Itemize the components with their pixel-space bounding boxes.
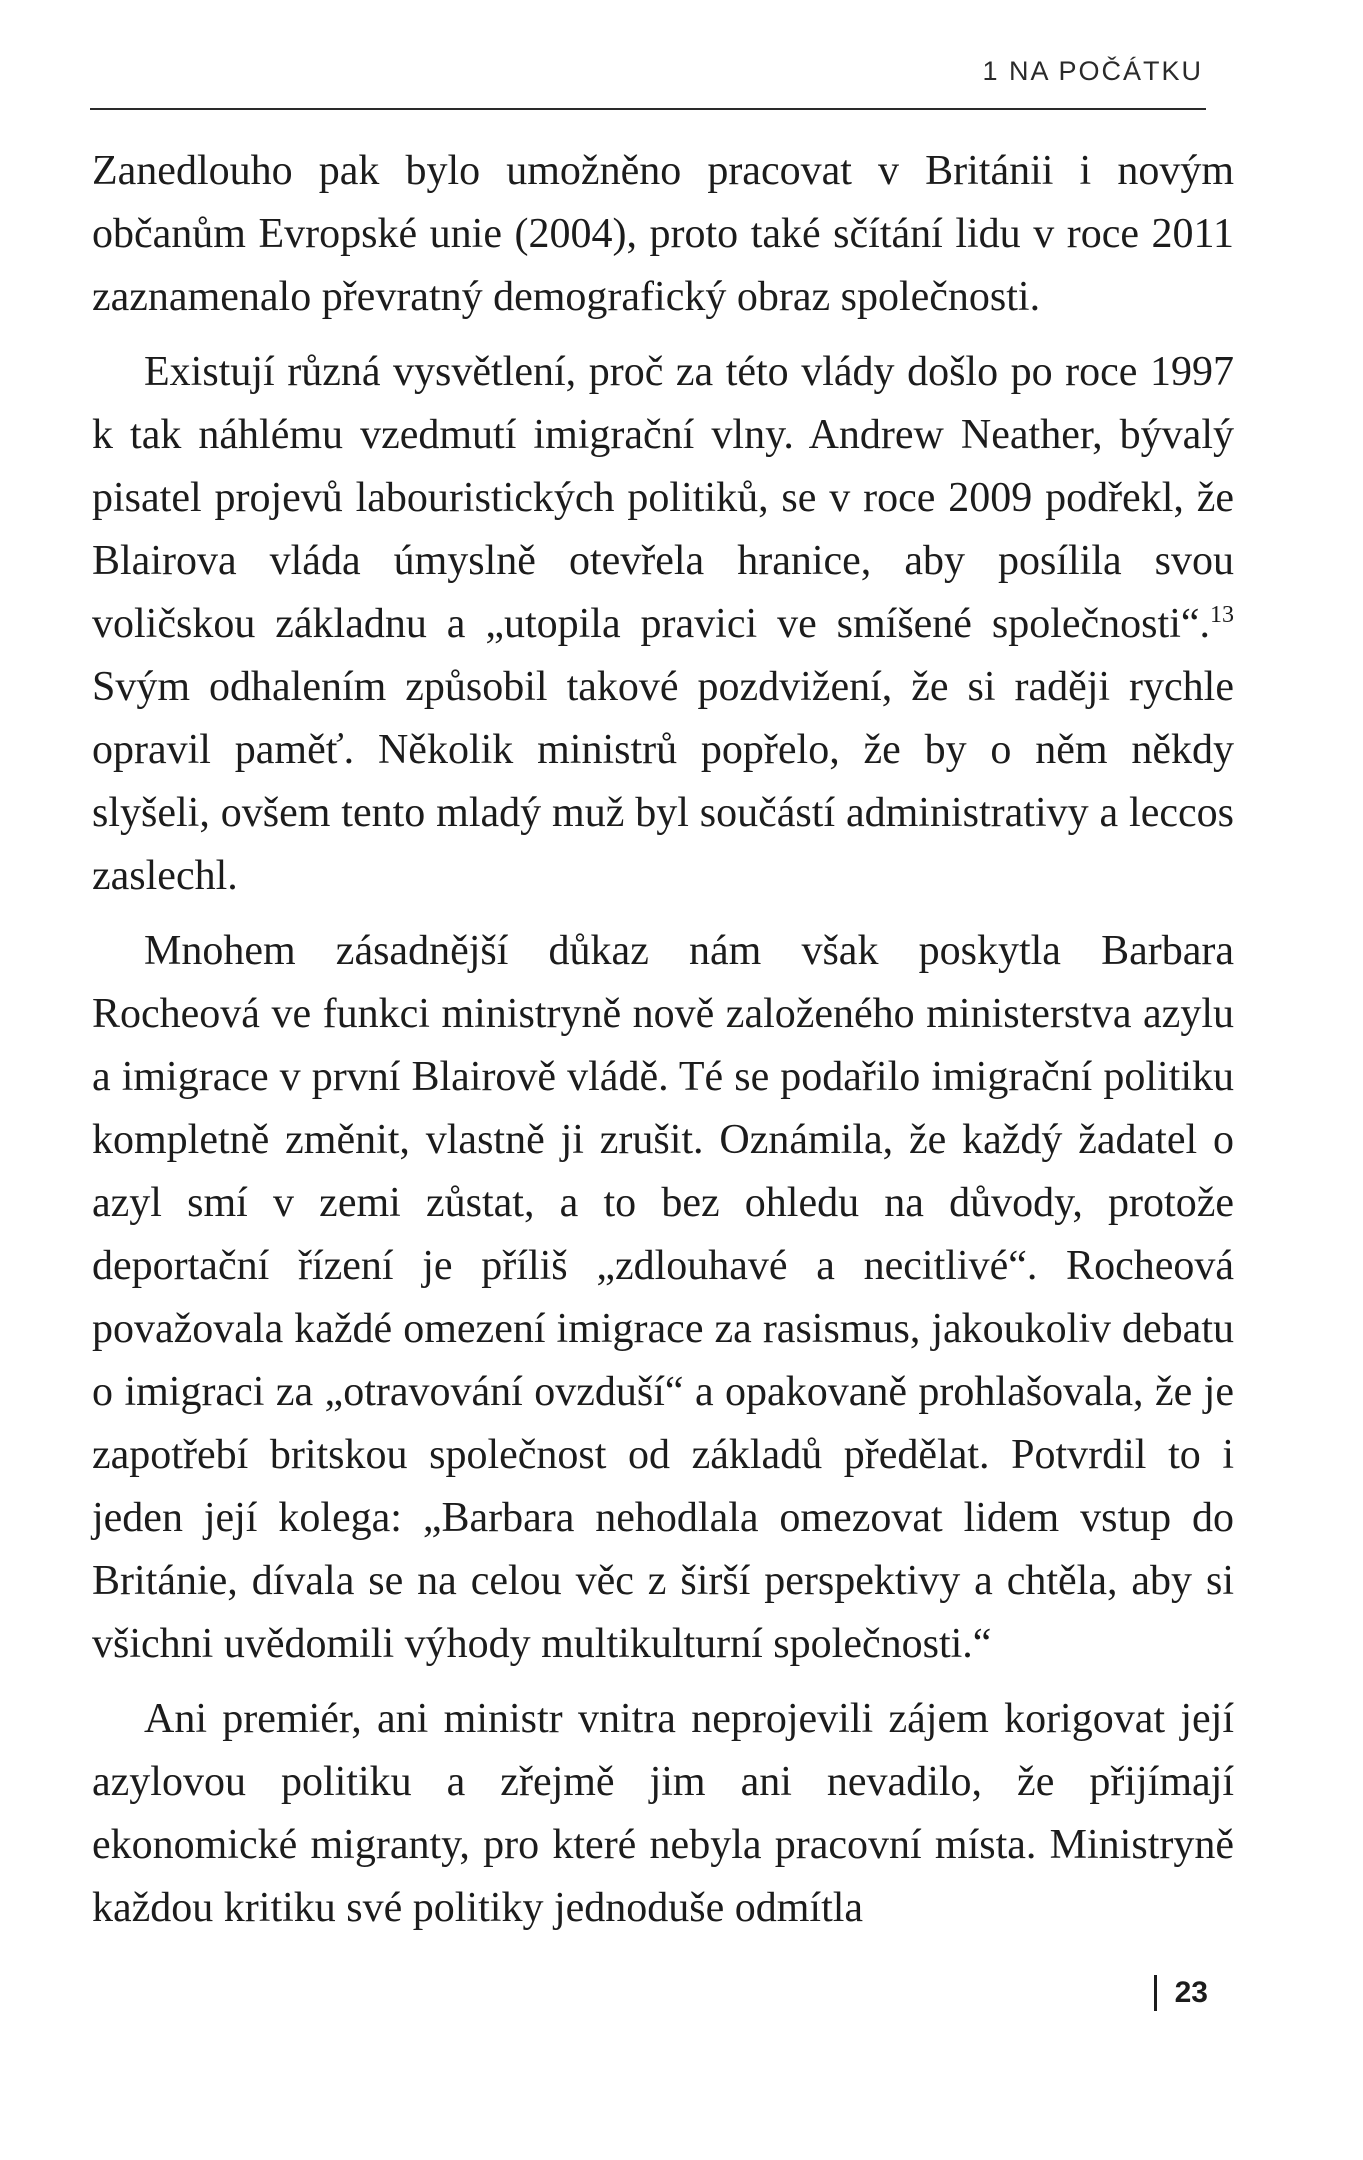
paragraph-2 xyxy=(92,341,1234,908)
body-text xyxy=(92,140,1234,1940)
paragraph-2-text-after: Svým odhalením způsobil takové pozdvižení, že si raději rychle opravil paměť. Několik ministrů popřelo, že by o něm někdy slyšeli, ovšem tento mladý muž byl součástí administrativy a leccos zaslechl. xyxy=(92,664,1234,899)
footnote-marker: 13 xyxy=(1210,602,1234,628)
page-number: 23 xyxy=(1174,1976,1208,2009)
paragraph-4: Ani premiér, ani ministr vnitra neprojevili zájem korigovat její azylovou politiku a zřejmě jim ani nevadilo, že přijímají ekonomické migranty, pro které nebyla pracovní místa. Ministryně každou kritiku své politiky jednoduše odmítla xyxy=(92,1696,1234,1931)
paragraph-2-text-before: Existují různá vysvětlení, proč za této vlády došlo po roce 1997 k tak náhlému vzedmutí imigrační vlny. Andrew Neather, bývalý pisatel projevů labouristických politiků, se v roce 2009 podřekl, že Blairova vláda úmyslně otevřela hranice, aby posílila svou voličskou základnu a „utopila pravici ve smíšené společnosti“. xyxy=(92,349,1234,647)
page-footer xyxy=(1154,1975,1208,2011)
paragraph-3: Mnohem zásadnější důkaz nám však poskytla Barbara Rocheová ve funkci ministryně nově založeného ministerstva azylu a imigrace v první Blairově vládě. Té se podařilo imigrační politiku kompletně změnit, vlastně ji zrušit. Oznámila, že každý žadatel o azyl smí v zemi zůstat, a to bez ohledu na důvody, protože deportační řízení je příliš „zdlouhavé a necitlivé“. Rocheová považovala každé omezení imigrace za rasismus, jakoukoliv debatu o imigraci za „otravování ovzduší“ a opakovaně prohlašovala, že je zapotřebí britskou společnost od základů předělat. Potvrdil to i jeden její kolega: „Barbara nehodlala omezovat lidem vstup do Británie, dívala se na celou věc z širší perspektivy a chtěla, aby si všichni uvědomili výhody multikulturní společnosti.“ xyxy=(92,928,1234,1667)
running-header: 1 NA POČÁTKU xyxy=(982,56,1203,86)
folio-divider xyxy=(1154,1975,1157,2011)
header-rule xyxy=(90,108,1206,110)
paragraph-1: Zanedlouho pak bylo umožněno pracovat v Británii i novým občanům Evropské unie (2004), proto také sčítání lidu v roce 2011 zaznamenalo převratný demografický obraz společnosti. xyxy=(92,148,1234,320)
